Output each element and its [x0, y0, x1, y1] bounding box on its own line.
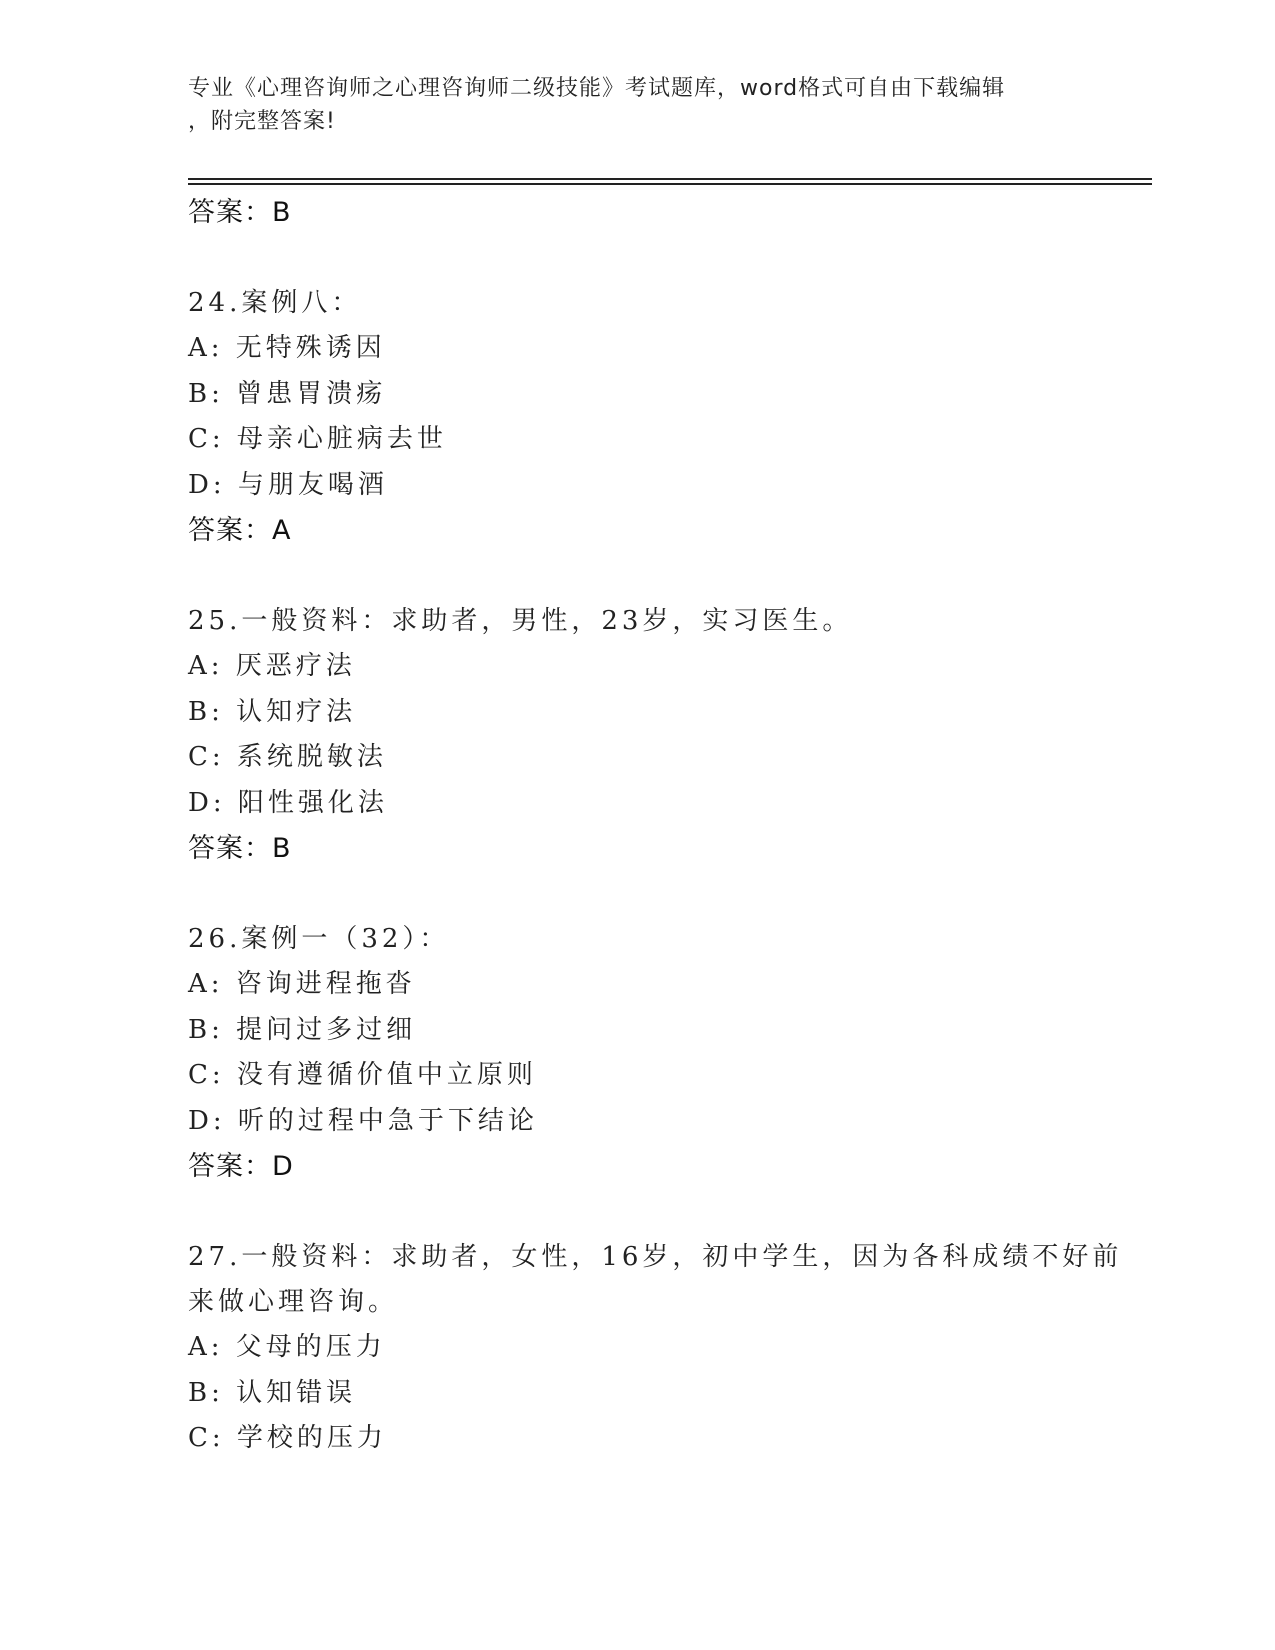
answer-option: B: 认知错误: [188, 1377, 357, 1408]
block-spacer: [188, 871, 1128, 917]
question-stem-line: 来做心理咨询。: [188, 1287, 399, 1317]
header-rule-top: [188, 178, 1152, 180]
question-stem: [188, 281, 1128, 326]
answer-line: 答案：B: [188, 833, 292, 864]
answer-option: D: 阳性强化法: [188, 787, 388, 818]
answer-option: B: 提问过多过细: [188, 1014, 417, 1045]
answer-option: B: 曾患胃溃疡: [188, 378, 387, 409]
answer-line: 答案：B: [188, 197, 292, 228]
answer-option: D: 与朋友喝酒: [188, 469, 388, 500]
block-spacer: [188, 553, 1128, 599]
answer-line: 答案：A: [188, 515, 292, 546]
header-rule-bottom: [188, 183, 1152, 185]
answer-option: A: 厌恶疗法: [188, 651, 356, 681]
block-spacer: [188, 235, 1128, 281]
question-stem: [188, 917, 1128, 962]
answer-option: C: 母亲心脏病去世: [188, 424, 447, 454]
question-stem-line: 26.案例一（32）：: [188, 924, 450, 954]
question-stem-line: 27.一般资料：求助者，女性，16岁，初中学生，因为各科成绩不好前: [188, 1242, 1123, 1272]
question-stem-line: 25.一般资料：求助者，男性，23岁，实习医生。: [188, 606, 853, 636]
answer-option: A: 父母的压力: [188, 1332, 386, 1362]
question-stem: [188, 1235, 1128, 1325]
question-stem: [188, 599, 1128, 644]
answer-option: A: 咨询进程拖沓: [188, 969, 416, 999]
answer-option: A: 无特殊诱因: [188, 333, 386, 363]
document-header: [188, 72, 1088, 138]
answer-option: D: 听的过程中急于下结论: [188, 1105, 538, 1136]
block-spacer: [188, 1189, 1128, 1235]
question-stem-line: 24.案例八：: [188, 288, 362, 318]
answer-line: 答案：D: [188, 1151, 294, 1182]
answer-option: C: 没有遵循价值中立原则: [188, 1060, 537, 1090]
answer-option: C: 学校的压力: [188, 1423, 387, 1453]
answer-option: C: 系统脱敏法: [188, 742, 387, 772]
answer-option: B: 认知疗法: [188, 696, 357, 727]
question-list: [188, 190, 1128, 1462]
header-line-1: 专业《心理咨询师之心理咨询师二级技能》考试题库，word格式可自由下载编辑: [188, 76, 1006, 101]
header-line-2: ，附完整答案!: [188, 109, 336, 134]
